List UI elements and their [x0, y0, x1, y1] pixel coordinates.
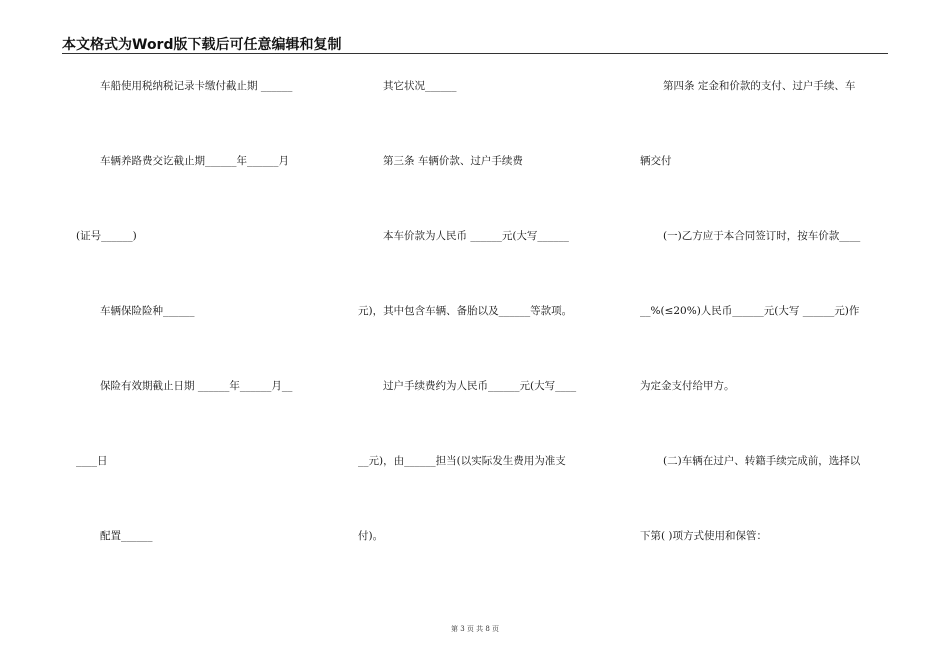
- col2-line-3: 本车价款为人民币 ______元(大写______: [383, 230, 569, 242]
- col2-line-7: 付)。: [358, 530, 384, 542]
- col1-line-5: 保险有效期截止日期 ______年______月__: [100, 380, 293, 392]
- col2-line-6: __元)，由______担当(以实际发生费用为准支: [358, 455, 566, 467]
- col2-line-1: 其它状况______: [383, 80, 457, 92]
- col2-line-5: 过户手续费约为人民币______元(大写____: [383, 380, 577, 392]
- header-divider: [62, 53, 888, 54]
- col3-line-5: 为定金支付给甲方。: [640, 380, 735, 392]
- col2-line-2: 第三条 车辆价款、过户手续费: [383, 155, 523, 167]
- page-title: 本文格式为Word版下载后可任意编辑和复制: [62, 37, 342, 53]
- col3-line-3: (一)乙方应于本合同签订时，按车价款____: [663, 230, 861, 242]
- col2-line-4: 元)，其中包含车辆、备胎以及______等款项。: [358, 305, 573, 317]
- col1-line-1: 车船使用税纳税记录卡缴付截止期 ______: [100, 80, 293, 92]
- col1-line-3: (证号______): [76, 230, 137, 242]
- col3-line-4: __%(≤20%)人民币______元(大写 ______元)作: [640, 305, 860, 317]
- col3-line-7: 下第( )项方式使用和保管：: [640, 530, 768, 542]
- col1-line-2: 车辆养路费交讫截止期______年______月: [100, 155, 289, 167]
- col1-line-4: 车辆保险险种______: [100, 305, 195, 317]
- col3-line-2: 辆交付: [640, 155, 672, 167]
- col3-line-6: (二)车辆在过户、转籍手续完成前，选择以: [663, 455, 861, 467]
- page-number: 第 3 页 共 8 页: [450, 625, 500, 633]
- col1-line-6: ____日: [76, 455, 108, 467]
- col3-line-1: 第四条 定金和价款的支付、过户手续、车: [663, 80, 856, 92]
- col1-line-7: 配置______: [100, 530, 153, 542]
